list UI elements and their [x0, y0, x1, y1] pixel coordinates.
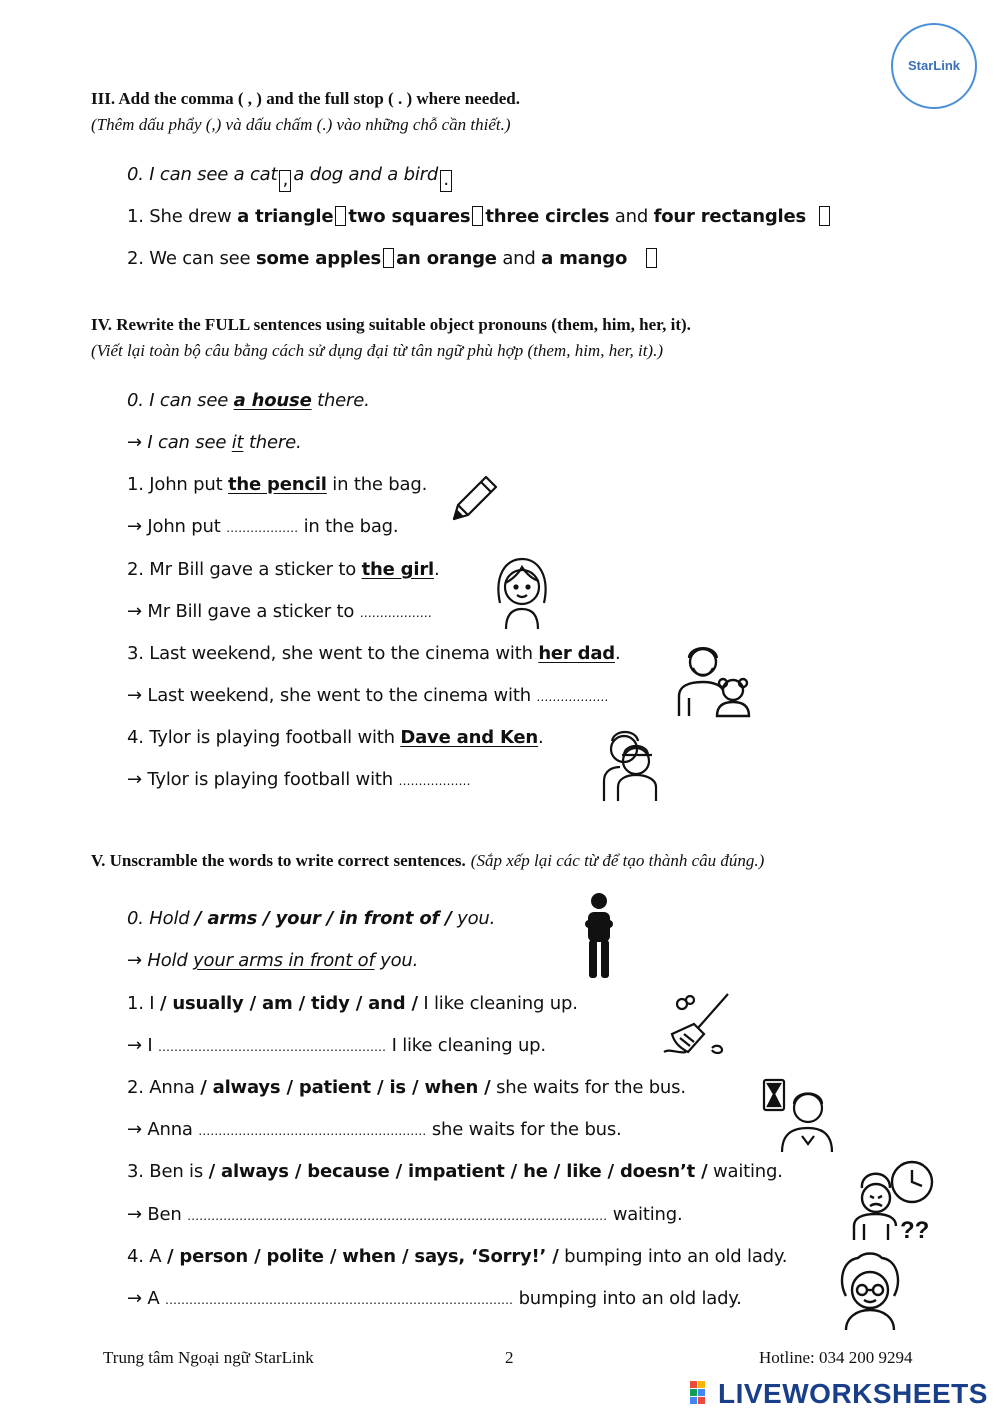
boys-icon — [600, 725, 664, 803]
arms-folded-icon — [582, 892, 616, 978]
section-3-question-1: 1. She drew a triangle two squares three circles and four rectangles — [127, 206, 832, 227]
section-3-subheading: (Thêm dấu phẩy (,) và dấu chấm (.) vào những chỗ cần thiết.) — [91, 115, 511, 134]
section-5-question-4: 4. A / person / polite / when / says, ‘Sorry!’ / bumping into an old lady. — [127, 1246, 788, 1267]
answer-blank[interactable]: …………………………………………………………………………………………… — [187, 1209, 608, 1223]
answer-blank[interactable]: ……………… — [536, 690, 609, 704]
stop-answer-box: . — [440, 170, 452, 192]
answer-box[interactable] — [819, 206, 830, 226]
section-4-answer-4: → Tylor is playing football with ……………… — [127, 769, 471, 790]
page-number: 2 — [505, 1348, 514, 1367]
answer-blank[interactable]: ……………… — [359, 606, 432, 620]
section-4-question-3: 3. Last weekend, she went to the cinema with her dad. — [127, 643, 621, 664]
footer-hotline: Hotline: 034 200 9294 — [759, 1348, 913, 1367]
section-4-example-answer: → I can see it there. — [127, 432, 302, 453]
father-daughter-icon — [675, 638, 753, 718]
pencil-icon — [448, 473, 500, 525]
comma-answer-box: , — [279, 170, 291, 192]
section-4-answer-3: → Last weekend, she went to the cinema with ……………… — [127, 685, 609, 706]
section-4-answer-2: → Mr Bill gave a sticker to ……………… — [127, 601, 432, 622]
section-5-example: 0. Hold / arms / your / in front of / you. — [127, 908, 496, 929]
section-5-answer-4: → A …………………………………………………………………………… bumping into an old lady. — [127, 1288, 742, 1309]
section-5-answer-1: → I ………………………………………………… I like cleaning up. — [127, 1035, 546, 1056]
section-4-question-2: 2. Mr Bill gave a sticker to the girl. — [127, 559, 440, 580]
section-5-example-answer: → Hold your arms in front of you. — [127, 950, 419, 971]
section-4-example: 0. I can see a house there. — [127, 390, 370, 411]
section-5-heading: V. Unscramble the words to write correct sentences. — [91, 851, 466, 870]
section-3-question-2: 2. We can see some apples an orange and a mango — [127, 248, 659, 269]
answer-box[interactable] — [472, 206, 483, 226]
girl-icon — [490, 555, 554, 631]
question-marks: ?? — [900, 1217, 930, 1242]
section-5-question-2: 2. Anna / always / patient / is / when / she waits for the bus. — [127, 1077, 686, 1098]
section-5-header — [91, 851, 764, 871]
answer-box[interactable] — [383, 248, 394, 268]
liveworksheets-logo-icon — [690, 1381, 714, 1405]
impatient-clock-icon — [848, 1158, 940, 1242]
patient-waiting-icon — [760, 1076, 836, 1154]
footer-center-name: Trung tâm Ngoại ngữ StarLink — [103, 1348, 314, 1367]
broom-cleaning-icon — [660, 990, 732, 1060]
answer-blank[interactable]: ……………… — [398, 774, 471, 788]
section-4-heading: IV. Rewrite the FULL sentences using suitable object pronouns (them, him, her, it). — [91, 315, 691, 334]
answer-blank[interactable]: …………………………………………………………………………… — [165, 1293, 514, 1307]
section-4-question-4: 4. Tylor is playing football with Dave and Ken. — [127, 727, 544, 748]
answer-blank[interactable]: ……………… — [226, 521, 299, 535]
answer-box[interactable] — [646, 248, 657, 268]
answer-blank[interactable]: ………………………………………………… — [158, 1040, 387, 1054]
answer-box[interactable] — [335, 206, 346, 226]
section-3-example: 0. I can see a cat , a dog and a bird . — [127, 164, 454, 192]
old-lady-icon — [836, 1252, 904, 1332]
section-4-subheading: (Viết lại toàn bộ câu bằng cách sử dụng đại từ tân ngữ phù hợp (them, him, her, it).) — [91, 341, 664, 360]
section-5-question-1: 1. I / usually / am / tidy / and / I like cleaning up. — [127, 993, 578, 1014]
section-5-subheading: (Sắp xếp lại các từ để tạo thành câu đúng.) — [470, 851, 765, 870]
starlink-logo — [891, 23, 977, 109]
answer-blank[interactable]: ………………………………………………… — [198, 1124, 427, 1138]
liveworksheets-watermark: LIVEWORKSHEETS — [718, 1378, 988, 1409]
logo-text: StarLink — [907, 58, 960, 73]
section-5-answer-3: → Ben …………………………………………………………………………………………… waiting. — [127, 1204, 683, 1225]
section-4-question-1: 1. John put the pencil in the bag. — [127, 474, 428, 495]
section-5-question-3: 3. Ben is / always / because / impatient / he / like / doesn’t / waiting. — [127, 1161, 783, 1182]
section-5-answer-2: → Anna ………………………………………………… she waits for the bus. — [127, 1119, 622, 1140]
section-3-heading: III. Add the comma ( , ) and the full stop ( . ) where needed. — [91, 89, 520, 108]
section-4-answer-1: → John put ……………… in the bag. — [127, 516, 399, 537]
